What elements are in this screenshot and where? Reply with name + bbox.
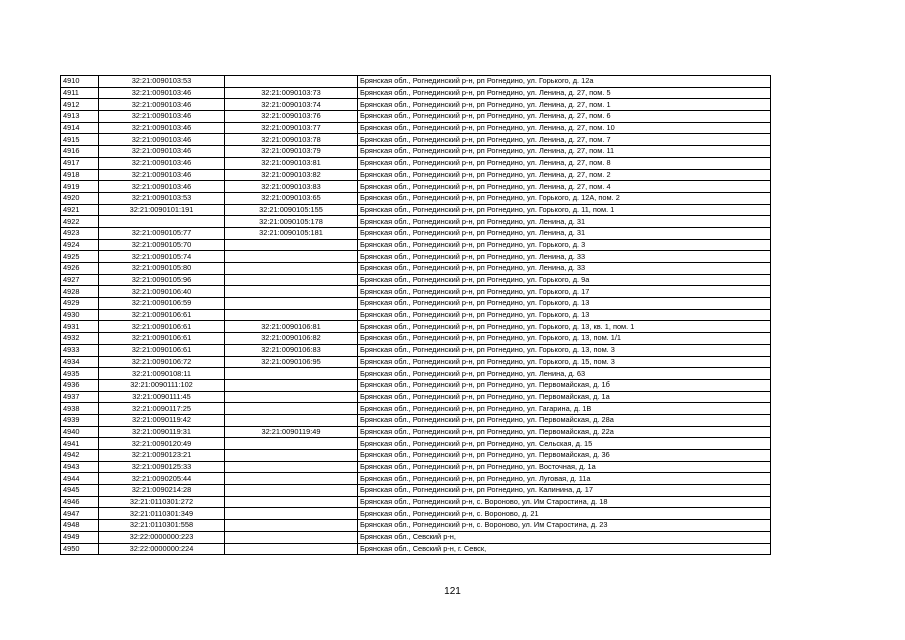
address-cell: Брянская обл., Рогнединский р-н, рп Рогнедино, ул. Ленина, д. 27, пом. 6 — [358, 111, 771, 123]
sub-cadastral-number-cell — [225, 274, 358, 286]
row-number-cell: 4943 — [61, 461, 99, 473]
address-cell: Брянская обл., Рогнединский р-н, рп Рогнедино, ул. Горького, д. 13, пом. 1/1 — [358, 333, 771, 345]
address-cell: Брянская обл., Рогнединский р-н, рп Рогнедино, ул. Горького, д. 12а — [358, 76, 771, 88]
cadastral-number-cell: 32:21:0090106:59 — [99, 298, 225, 310]
row-number-cell: 4944 — [61, 473, 99, 485]
sub-cadastral-number-cell — [225, 263, 358, 275]
cadastral-number-cell: 32:22:0000000:224 — [99, 543, 225, 555]
address-cell: Брянская обл., Рогнединский р-н, с. Вороново, ул. Им Старостина, д. 23 — [358, 520, 771, 532]
address-cell: Брянская обл., Рогнединский р-н, рп Рогнедино, ул. Калинина, д. 17 — [358, 485, 771, 497]
cadastral-number-cell — [99, 216, 225, 228]
sub-cadastral-number-cell: 32:21:0090103:81 — [225, 157, 358, 169]
table-row — [61, 134, 771, 146]
table-row — [61, 531, 771, 543]
row-number-cell: 4942 — [61, 450, 99, 462]
cadastral-number-cell: 32:21:0090105:74 — [99, 251, 225, 263]
sub-cadastral-number-cell — [225, 461, 358, 473]
address-cell: Брянская обл., Рогнединский р-н, с. Вороново, д. 21 — [358, 508, 771, 520]
table-row — [61, 263, 771, 275]
cadastral-number-cell: 32:21:0090106:72 — [99, 356, 225, 368]
cadastral-number-cell: 32:21:0090106:61 — [99, 309, 225, 321]
row-number-cell: 4936 — [61, 379, 99, 391]
row-number-cell: 4949 — [61, 531, 99, 543]
address-cell: Брянская обл., Рогнединский р-н, рп Рогнедино, ул. Горького, д. 13 — [358, 298, 771, 310]
table-row — [61, 99, 771, 111]
row-number-cell: 4933 — [61, 344, 99, 356]
cadastral-number-cell: 32:21:0090103:46 — [99, 169, 225, 181]
address-cell: Брянская обл., Рогнединский р-н, рп Рогнедино, ул. Ленина, д. 27, пом. 10 — [358, 122, 771, 134]
cadastral-number-cell: 32:21:0090103:46 — [99, 181, 225, 193]
address-cell: Брянская обл., Рогнединский р-н, рп Рогнедино, ул. Первомайская, д. 22а — [358, 426, 771, 438]
cadastral-number-cell: 32:21:0090105:96 — [99, 274, 225, 286]
table-row — [61, 450, 771, 462]
table-row — [61, 146, 771, 158]
row-number-cell: 4912 — [61, 99, 99, 111]
sub-cadastral-number-cell: 32:21:0090106:83 — [225, 344, 358, 356]
row-number-cell: 4932 — [61, 333, 99, 345]
cadastral-number-cell: 32:21:0090103:46 — [99, 111, 225, 123]
table-row — [61, 461, 771, 473]
sub-cadastral-number-cell — [225, 298, 358, 310]
sub-cadastral-number-cell: 32:21:0090106:95 — [225, 356, 358, 368]
address-cell: Брянская обл., Рогнединский р-н, рп Рогнедино, ул. Горького, д. 11, пом. 1 — [358, 204, 771, 216]
table-row — [61, 274, 771, 286]
cadastral-number-cell: 32:21:0090106:40 — [99, 286, 225, 298]
row-number-cell: 4918 — [61, 169, 99, 181]
table-row — [61, 321, 771, 333]
sub-cadastral-number-cell: 32:21:0090106:82 — [225, 333, 358, 345]
cadastral-number-cell: 32:21:0090119:31 — [99, 426, 225, 438]
address-cell: Брянская обл., Рогнединский р-н, рп Рогнедино, ул. Горького, д. 13, пом. 3 — [358, 344, 771, 356]
cadastral-number-cell: 32:21:0090105:77 — [99, 227, 225, 239]
sub-cadastral-number-cell — [225, 531, 358, 543]
address-cell: Брянская обл., Рогнединский р-н, рп Рогнедино, ул. Горького, д. 17 — [358, 286, 771, 298]
row-number-cell: 4911 — [61, 87, 99, 99]
sub-cadastral-number-cell — [225, 76, 358, 88]
cadastral-number-cell: 32:21:0090103:46 — [99, 122, 225, 134]
address-cell: Брянская обл., Рогнединский р-н, рп Рогнедино, ул. Луговая, д. 11а — [358, 473, 771, 485]
table-row — [61, 508, 771, 520]
row-number-cell: 4950 — [61, 543, 99, 555]
table-row — [61, 87, 771, 99]
sub-cadastral-number-cell — [225, 286, 358, 298]
cadastral-number-cell: 32:21:0090117:25 — [99, 403, 225, 415]
sub-cadastral-number-cell — [225, 403, 358, 415]
table-row — [61, 520, 771, 532]
address-cell: Брянская обл., Рогнединский р-н, рп Рогнедино, ул. Ленина, д. 27, пом. 2 — [358, 169, 771, 181]
address-cell: Брянская обл., Рогнединский р-н, рп Рогнедино, ул. Ленина, д. 33 — [358, 251, 771, 263]
sub-cadastral-number-cell — [225, 251, 358, 263]
row-number-cell: 4923 — [61, 227, 99, 239]
page-number: 121 — [444, 586, 461, 597]
sub-cadastral-number-cell — [225, 438, 358, 450]
cadastral-number-cell: 32:21:0090205:44 — [99, 473, 225, 485]
address-cell: Брянская обл., Рогнединский р-н, рп Рогнедино, ул. Горького, д. 13 — [358, 309, 771, 321]
row-number-cell: 4916 — [61, 146, 99, 158]
row-number-cell: 4946 — [61, 496, 99, 508]
address-cell: Брянская обл., Севский р-н, — [358, 531, 771, 543]
sub-cadastral-number-cell: 32:21:0090105:178 — [225, 216, 358, 228]
cadastral-number-cell: 32:21:0090106:61 — [99, 321, 225, 333]
cadastral-number-cell: 32:21:0090125:33 — [99, 461, 225, 473]
cadastral-number-cell: 32:21:0090101:191 — [99, 204, 225, 216]
address-cell: Брянская обл., Рогнединский р-н, рп Рогнедино, ул. Горького, д. 12А, пом. 2 — [358, 192, 771, 204]
address-cell: Брянская обл., Рогнединский р-н, рп Рогнедино, ул. Горького, д. 3 — [358, 239, 771, 251]
address-cell: Брянская обл., Рогнединский р-н, с. Вороново, ул. Им Старостина, д. 18 — [358, 496, 771, 508]
sub-cadastral-number-cell — [225, 543, 358, 555]
table-row — [61, 157, 771, 169]
table-row — [61, 192, 771, 204]
sub-cadastral-number-cell — [225, 520, 358, 532]
cadastral-number-cell: 32:21:0090103:46 — [99, 87, 225, 99]
address-cell: Брянская обл., Рогнединский р-н, рп Рогнедино, ул. Ленина, д. 27, пом. 4 — [358, 181, 771, 193]
row-number-cell: 4928 — [61, 286, 99, 298]
table-row — [61, 414, 771, 426]
cadastral-number-cell: 32:21:0090103:46 — [99, 134, 225, 146]
sub-cadastral-number-cell: 32:21:0090105:181 — [225, 227, 358, 239]
row-number-cell: 4919 — [61, 181, 99, 193]
table-row — [61, 543, 771, 555]
cadastral-number-cell: 32:21:0090111:45 — [99, 391, 225, 403]
sub-cadastral-number-cell: 32:21:0090103:76 — [225, 111, 358, 123]
cadastral-number-cell: 32:21:0110301:558 — [99, 520, 225, 532]
address-cell: Брянская обл., Рогнединский р-н, рп Рогнедино, ул. Ленина, д. 63 — [358, 368, 771, 380]
table-row — [61, 403, 771, 415]
table-row — [61, 181, 771, 193]
row-number-cell: 4926 — [61, 263, 99, 275]
table-row — [61, 111, 771, 123]
table-row — [61, 251, 771, 263]
row-number-cell: 4948 — [61, 520, 99, 532]
sub-cadastral-number-cell — [225, 508, 358, 520]
cadastral-number-cell: 32:21:0090103:53 — [99, 192, 225, 204]
cadastral-number-cell: 32:21:0090103:46 — [99, 157, 225, 169]
sub-cadastral-number-cell: 32:21:0090103:78 — [225, 134, 358, 146]
table-row — [61, 438, 771, 450]
row-number-cell: 4941 — [61, 438, 99, 450]
row-number-cell: 4934 — [61, 356, 99, 368]
row-number-cell: 4939 — [61, 414, 99, 426]
row-number-cell: 4938 — [61, 403, 99, 415]
sub-cadastral-number-cell — [225, 414, 358, 426]
row-number-cell: 4947 — [61, 508, 99, 520]
cadastral-number-cell: 32:21:0090111:102 — [99, 379, 225, 391]
table-row — [61, 333, 771, 345]
address-cell: Брянская обл., Рогнединский р-н, рп Рогнедино, ул. Ленина, д. 27, пом. 1 — [358, 99, 771, 111]
sub-cadastral-number-cell — [225, 473, 358, 485]
address-cell: Брянская обл., Рогнединский р-н, рп Рогнедино, ул. Ленина, д. 27, пом. 7 — [358, 134, 771, 146]
row-number-cell: 4925 — [61, 251, 99, 263]
table-row — [61, 473, 771, 485]
table-row — [61, 309, 771, 321]
row-number-cell: 4940 — [61, 426, 99, 438]
cadastral-number-cell: 32:21:0090105:80 — [99, 263, 225, 275]
registry-table-body — [61, 76, 771, 555]
row-number-cell: 4945 — [61, 485, 99, 497]
table-row — [61, 169, 771, 181]
cadastral-number-cell: 32:21:0090108:11 — [99, 368, 225, 380]
address-cell: Брянская обл., Рогнединский р-н, рп Рогнедино, ул. Первомайская, д. 1а — [358, 391, 771, 403]
sub-cadastral-number-cell: 32:21:0090103:65 — [225, 192, 358, 204]
cadastral-number-cell: 32:21:0090120:49 — [99, 438, 225, 450]
address-cell: Брянская обл., Севский р-н, г. Севск, — [358, 543, 771, 555]
table-row — [61, 298, 771, 310]
sub-cadastral-number-cell: 32:21:0090105:155 — [225, 204, 358, 216]
sub-cadastral-number-cell — [225, 485, 358, 497]
address-cell: Брянская обл., Рогнединский р-н, рп Рогнедино, ул. Первомайская, д. 1б — [358, 379, 771, 391]
cadastral-number-cell: 32:21:0090103:46 — [99, 99, 225, 111]
table-row — [61, 391, 771, 403]
row-number-cell: 4910 — [61, 76, 99, 88]
sub-cadastral-number-cell: 32:21:0090103:73 — [225, 87, 358, 99]
sub-cadastral-number-cell — [225, 379, 358, 391]
row-number-cell: 4924 — [61, 239, 99, 251]
address-cell: Брянская обл., Рогнединский р-н, рп Рогнедино, ул. Ленина, д. 27, пом. 5 — [358, 87, 771, 99]
row-number-cell: 4927 — [61, 274, 99, 286]
address-cell: Брянская обл., Рогнединский р-н, рп Рогнедино, ул. Ленина, д. 27, пом. 11 — [358, 146, 771, 158]
table-row — [61, 227, 771, 239]
cadastral-number-cell: 32:21:0090103:46 — [99, 146, 225, 158]
table-row — [61, 496, 771, 508]
row-number-cell: 4913 — [61, 111, 99, 123]
sub-cadastral-number-cell: 32:21:0090103:82 — [225, 169, 358, 181]
cadastral-number-cell: 32:21:0090105:70 — [99, 239, 225, 251]
cadastral-number-cell: 32:21:0090106:61 — [99, 333, 225, 345]
cadastral-number-cell: 32:21:0090214:28 — [99, 485, 225, 497]
address-cell: Брянская обл., Рогнединский р-н, рп Рогнедино, ул. Ленина, д. 31 — [358, 216, 771, 228]
sub-cadastral-number-cell — [225, 450, 358, 462]
table-row — [61, 426, 771, 438]
address-cell: Брянская обл., Рогнединский р-н, рп Рогнедино, ул. Гагарина, д. 1В — [358, 403, 771, 415]
table-row — [61, 344, 771, 356]
sub-cadastral-number-cell: 32:21:0090119:49 — [225, 426, 358, 438]
address-cell: Брянская обл., Рогнединский р-н, рп Рогнедино, ул. Ленина, д. 31 — [358, 227, 771, 239]
table-row — [61, 76, 771, 88]
row-number-cell: 4921 — [61, 204, 99, 216]
cadastral-number-cell: 32:21:0090103:53 — [99, 76, 225, 88]
sub-cadastral-number-cell: 32:21:0090103:83 — [225, 181, 358, 193]
sub-cadastral-number-cell: 32:21:0090106:81 — [225, 321, 358, 333]
table-row — [61, 379, 771, 391]
row-number-cell: 4930 — [61, 309, 99, 321]
table-row — [61, 204, 771, 216]
row-number-cell: 4917 — [61, 157, 99, 169]
sub-cadastral-number-cell — [225, 239, 358, 251]
address-cell: Брянская обл., Рогнединский р-н, рп Рогнедино, ул. Горького, д. 13, кв. 1, пом. 1 — [358, 321, 771, 333]
sub-cadastral-number-cell: 32:21:0090103:77 — [225, 122, 358, 134]
sub-cadastral-number-cell — [225, 309, 358, 321]
table-row — [61, 239, 771, 251]
cadastral-number-cell: 32:21:0090119:42 — [99, 414, 225, 426]
row-number-cell: 4914 — [61, 122, 99, 134]
sub-cadastral-number-cell: 32:21:0090103:74 — [225, 99, 358, 111]
row-number-cell: 4935 — [61, 368, 99, 380]
sub-cadastral-number-cell — [225, 496, 358, 508]
table-row — [61, 286, 771, 298]
table-row — [61, 216, 771, 228]
table-row — [61, 485, 771, 497]
address-cell: Брянская обл., Рогнединский р-н, рп Рогнедино, ул. Восточная, д. 1а — [358, 461, 771, 473]
cadastral-number-cell: 32:22:0000000:223 — [99, 531, 225, 543]
address-cell: Брянская обл., Рогнединский р-н, рп Рогнедино, ул. Первомайская, д. 28а — [358, 414, 771, 426]
row-number-cell: 4915 — [61, 134, 99, 146]
address-cell: Брянская обл., Рогнединский р-н, рп Рогнедино, ул. Ленина, д. 27, пом. 8 — [358, 157, 771, 169]
sub-cadastral-number-cell: 32:21:0090103:79 — [225, 146, 358, 158]
row-number-cell: 4922 — [61, 216, 99, 228]
address-cell: Брянская обл., Рогнединский р-н, рп Рогнедино, ул. Сельская, д. 15 — [358, 438, 771, 450]
table-row — [61, 368, 771, 380]
cadastral-number-cell: 32:21:0090106:61 — [99, 344, 225, 356]
row-number-cell: 4920 — [61, 192, 99, 204]
registry-table — [60, 75, 771, 555]
address-cell: Брянская обл., Рогнединский р-н, рп Рогнедино, ул. Горького, д. 9а — [358, 274, 771, 286]
sub-cadastral-number-cell — [225, 368, 358, 380]
address-cell: Брянская обл., Рогнединский р-н, рп Рогнедино, ул. Ленина, д. 33 — [358, 263, 771, 275]
address-cell: Брянская обл., Рогнединский р-н, рп Рогнедино, ул. Первомайская, д. 36 — [358, 450, 771, 462]
row-number-cell: 4929 — [61, 298, 99, 310]
cadastral-number-cell: 32:21:0110301:272 — [99, 496, 225, 508]
table-row — [61, 356, 771, 368]
table-row — [61, 122, 771, 134]
row-number-cell: 4931 — [61, 321, 99, 333]
cadastral-number-cell: 32:21:0090123:21 — [99, 450, 225, 462]
sub-cadastral-number-cell — [225, 391, 358, 403]
cadastral-number-cell: 32:21:0110301:349 — [99, 508, 225, 520]
address-cell: Брянская обл., Рогнединский р-н, рп Рогнедино, ул. Горького, д. 15, пом. 3 — [358, 356, 771, 368]
row-number-cell: 4937 — [61, 391, 99, 403]
